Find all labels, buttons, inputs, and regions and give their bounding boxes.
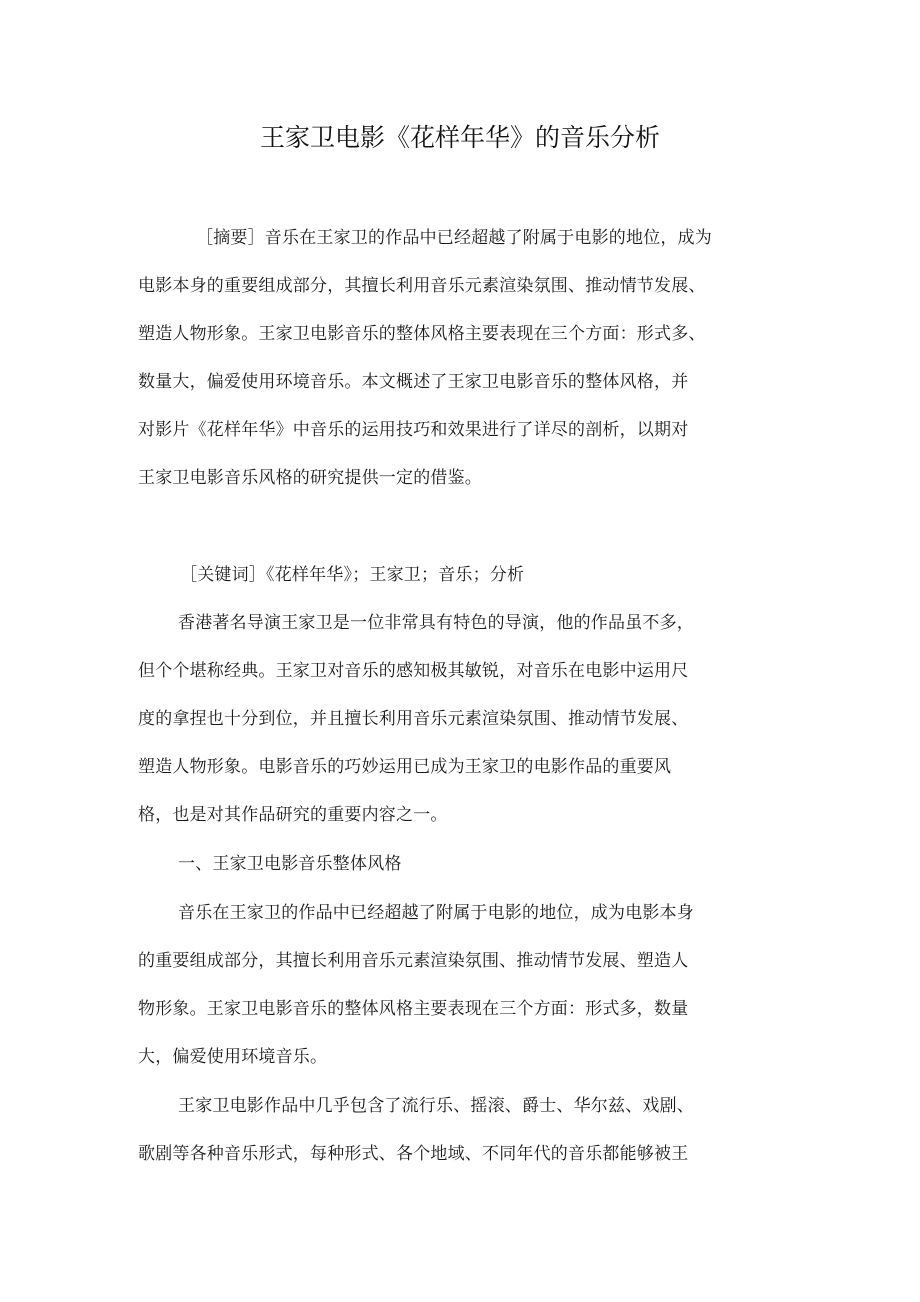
body-line: 王家卫电影作品中几乎包含了流行乐、摇滚、爵士、华尔兹、戏剧、 [178,1096,694,1116]
body-line: 塑造人物形象。电影音乐的巧妙运用已成为王家卫的电影作品的重要风 [138,757,672,777]
body-line: 但个个堪称经典。王家卫对音乐的感知极其敏锐，对音乐在电影中运用尺 [138,661,689,681]
section-heading: 一、王家卫电影音乐整体风格 [178,854,402,874]
abstract-line: 电影本身的重要组成部分，其擅长利用音乐元素渲染氛围、推动情节发展、 [138,276,706,296]
body-line: 的重要组成部分，其擅长利用音乐元素渲染氛围、推动情节发展、塑造人 [138,951,689,971]
body-line: 物形象。王家卫电影音乐的整体风格主要表现在三个方面：形式多，数量 [138,999,689,1019]
body-line: 歌剧等各种音乐形式，每种形式、各个地域、不同年代的音乐都能够被王 [138,1144,689,1164]
body-line: 度的拿捏也十分到位，并且擅长利用音乐元素渲染氛围、推动情节发展、 [138,709,689,729]
abstract-line: 对影片《花样年华》中音乐的运用技巧和效果进行了详尽的剖析，以期对 [138,420,689,440]
body-line: 大，偏爱使用环境音乐。 [138,1047,328,1067]
keywords-line: ［关键词］《花样年华》；王家卫；音乐；分析 [180,565,525,585]
body-line: 格，也是对其作品研究的重要内容之一。 [138,805,448,825]
abstract-line: ［摘要］音乐在王家卫的作品中已经超越了附属于电影的地位，成为 [196,228,712,248]
body-line: 香港著名导演王家卫是一位非常具有特色的导演，他的作品虽不多， [178,613,694,633]
document-title: 王家卫电影《花样年华》的音乐分析 [259,123,660,152]
abstract-line: 王家卫电影音乐风格的研究提供一定的借鉴。 [138,468,482,488]
body-line: 音乐在王家卫的作品中已经超越了附属于电影的地位，成为电影本身 [178,903,694,923]
abstract-line: 数量大，偏爱使用环境音乐。本文概述了王家卫电影音乐的整体风格，并 [138,372,689,392]
abstract-line: 塑造人物形象。王家卫电影音乐的整体风格主要表现在三个方面：形式多、 [138,324,706,344]
